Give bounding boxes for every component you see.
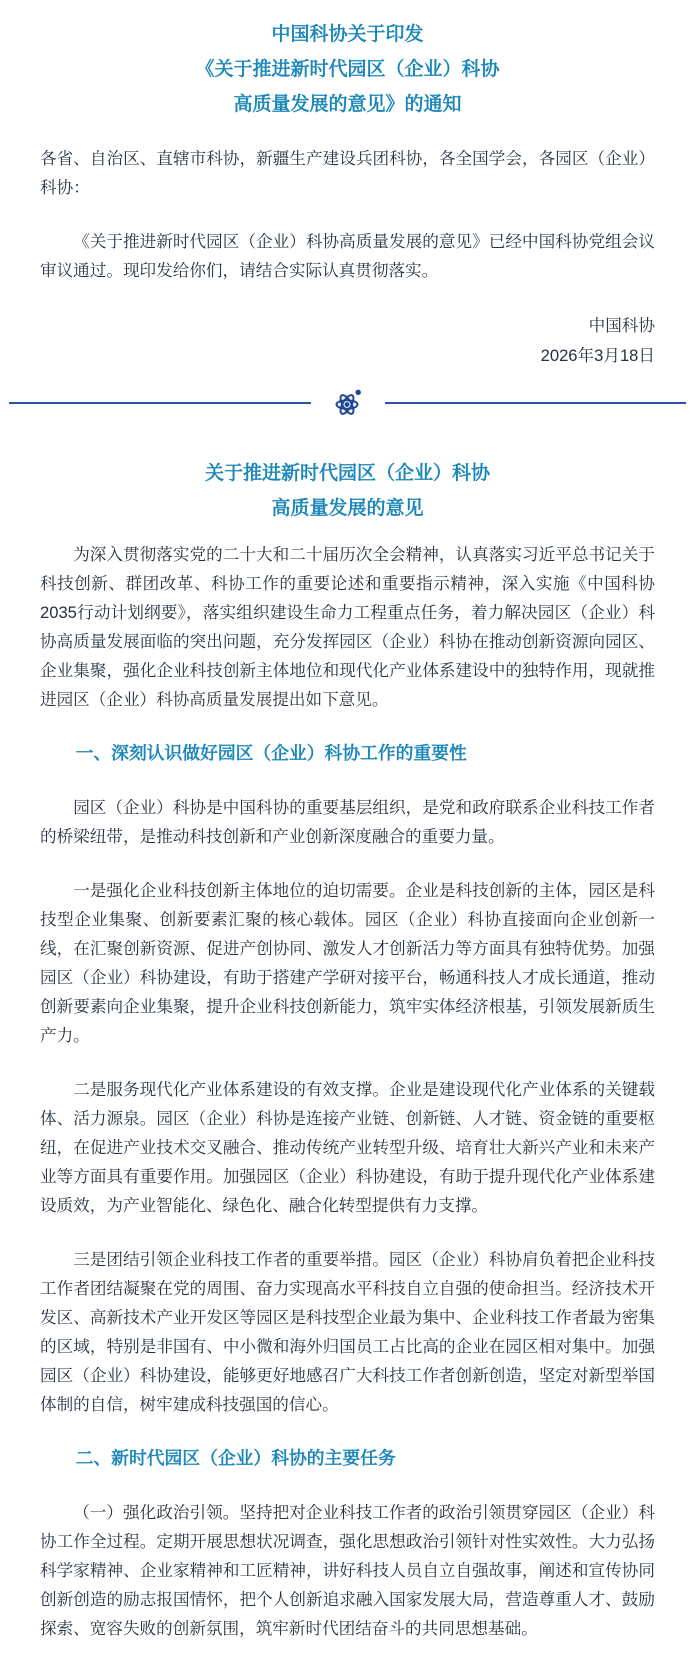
divider-line-left [9,402,311,404]
notice-title [40,17,655,122]
notice-title-line-3: 高质量发展的意见》的通知 [233,94,462,115]
notice-article [40,17,655,1643]
signature-block [40,311,655,371]
document-title-line-1: 关于推进新时代园区（企业）科协 [204,463,490,484]
section-heading-1: 一、深刻认识做好园区（企业）科协工作的重要性 [75,743,467,763]
section-heading-2: 二、新时代园区（企业）科协的主要任务 [75,1448,396,1468]
atom-icon [333,388,363,418]
section-1-paragraph-1: 园区（企业）科协是中国科协的重要基层组织，是党和政府联系企业科技工作者的桥梁纽带，是推动科技创新和产业创新深度融合的重要力量。 [40,798,655,846]
intro-paragraph: 为深入贯彻落实党的二十大和二十届历次全会精神，认真落实习近平总书记关于科技创新、群团改革、科协工作的重要论述和重要指示精神，深入实施《中国科协2035行动计划纲要》，落实组织建设生命力工程重点任务，着力解决园区（企业）科协高质量发展面临的突出问题，充分发挥园区（企业）科协在推动创新资源向园区、企业集聚，强化企业科技创新主体地位和现代化产业体系建设中的独特作用，现就推进园区（企业）科协高质量发展提出如下意见。 [40,545,655,709]
salutation: 各省、自治区、直辖市科协，新疆生产建设兵团科协，各全国学会，各园区（企业）科协： [40,149,655,197]
section-1-paragraph-2: 一是强化企业科技创新主体地位的迫切需要。企业是科技创新的主体，园区是科技型企业集聚、创新要素汇聚的核心载体。园区（企业）科协直接面向企业创新一线，在汇聚创新资源、促进产创协同、激发人才创新活力等方面具有独特优势。加强园区（企业）科协建设，有助于搭建产学研对接平台，畅通科技人才成长通道，推动创新要素向企业集聚，提升企业科技创新能力，筑牢实体经济根基，引领发展新质生产力。 [40,881,655,1045]
notice-body-paragraph: 《关于推进新时代园区（企业）科协高质量发展的意见》已经中国科协党组会议审议通过。现印发给你们，请结合实际认真贯彻落实。 [40,232,655,280]
signer-name: 中国科协 [588,316,655,335]
document-title [40,456,655,526]
notice-title-line-1: 中国科协关于印发 [271,24,424,45]
document-title-line-2: 高质量发展的意见 [271,498,424,519]
section-divider [9,388,686,418]
notice-title-line-2: 《关于推进新时代园区（企业）科协 [195,59,500,80]
signature-date: 2026年3月18日 [540,346,655,365]
section-2-paragraph-1: （一）强化政治引领。坚持把对企业科技工作者的政治引领贯穿园区（企业）科协工作全过程。定期开展思想状况调查，强化思想政治引领针对性实效性。大力弘扬科学家精神、企业家精神和工匠精神，讲好科技人员自立自强故事，阐述和宣传协同创新创造的励志报国情怀，把个人创新追求融入国家发展大局，营造尊重人才、鼓励探索、宽容失败的创新氛围，筑牢新时代团结奋斗的共同思想基础。 [40,1503,655,1638]
section-1-paragraph-3: 二是服务现代化产业体系建设的有效支撑。企业是建设现代化产业体系的关键载体、活力源泉。园区（企业）科协是连接产业链、创新链、人才链、资金链的重要枢纽，在促进产业技术交叉融合、推动传统产业转型升级、培育壮大新兴产业和未来产业等方面具有重要作用。加强园区（企业）科协建设，有助于提升现代化产业体系建设质效，为产业智能化、绿色化、融合化转型提供有力支撑。 [40,1080,655,1215]
section-1-paragraph-4: 三是团结引领企业科技工作者的重要举措。园区（企业）科协肩负着把企业科技工作者团结凝聚在党的周围、奋力实现高水平科技自立自强的使命担当。经济技术开发区、高新技术产业开发区等园区是科技型企业最为集中、企业科技工作者最为密集的区域，特别是非国有、中小微和海外归国员工占比高的企业在园区相对集中。加强园区（企业）科协建设，能够更好地感召广大科技工作者创新创造，坚定对新型举国体制的自信，树牢建成科技强国的信心。 [40,1250,655,1414]
divider-line-right [385,402,687,404]
